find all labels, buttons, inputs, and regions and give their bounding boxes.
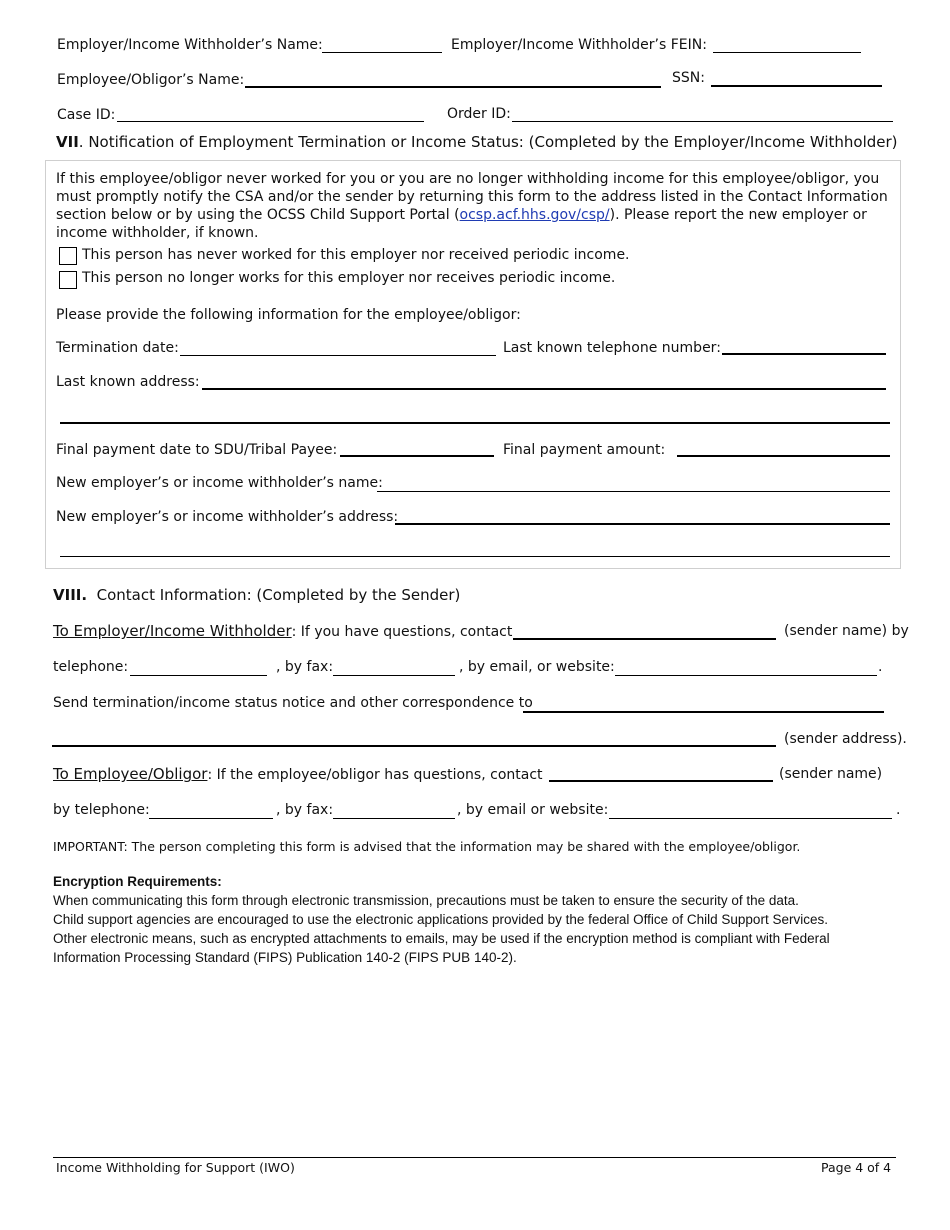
section7-number: VII [56,133,79,151]
to-employee-label: To Employee/Obligor [53,765,208,783]
section7-heading [56,134,898,151]
footer-page-number: Page 4 of 4 [821,1160,892,1175]
send-notice-address-field[interactable] [523,711,884,713]
encryption-line-4: Information Processing Standard (FIPS) Publication 140-2 (FIPS PUB 140-2). [53,950,517,965]
contact-info-ref: Contact Information [747,189,888,205]
by-telephone-label: by telephone: [53,802,150,818]
never-worked-label: This person has never worked for this employer nor received periodic income. [82,247,630,263]
employer-contact-name-field[interactable] [513,638,776,640]
last-address-field-line2[interactable] [60,422,890,424]
employee-name-label: Employee/Obligor’s Name: [57,72,245,88]
instructions-text-2: section below or by using the OCSS Child Support Portal ( [56,207,460,223]
by-email-website-label: , by email, or website: [459,659,615,675]
employee-email-website-field[interactable] [609,818,892,819]
employee-fax-field[interactable] [333,818,455,819]
send-notice-label: Send termination/income status notice and other correspondence to [53,695,533,711]
last-address-label: Last known address: [56,374,200,390]
employer-fein-field[interactable] [713,52,861,53]
employee-name-field[interactable] [245,86,661,88]
employer-fein-label: Employer/Income Withholder’s FEIN: [451,37,707,53]
section7-instructions [56,170,891,242]
case-id-field[interactable] [117,121,424,122]
encryption-section [53,872,913,967]
sender-address-text: (sender address). [784,731,907,747]
telephone-label: telephone: [53,659,129,675]
encryption-heading: Encryption Requirements: [53,874,222,889]
to-employer-line [53,623,512,641]
encryption-line-2: Child support agencies are encouraged to use the electronic applications provided by the federal Office of Child Support Services. [53,912,828,927]
section8-heading [53,587,460,604]
last-phone-field[interactable] [722,353,886,355]
period-1: . [878,659,883,675]
sender-name-text: (sender name) [779,766,883,782]
employer-fax-field[interactable] [333,675,455,676]
important-note: IMPORTANT: The person completing this form is advised that the information may be shared with the employee/obligor. [53,839,801,854]
order-id-label: Order ID: [447,106,511,122]
last-phone-label: Last known telephone number: [503,340,721,356]
encryption-line-1: When communicating this form through electronic transmission, precautions must be taken to ensure the security of the data. [53,893,799,908]
employee-contact-name-field[interactable] [549,780,773,782]
sender-name-by-text: (sender name) by [784,623,909,639]
termination-date-field[interactable] [180,355,496,356]
employer-name-label: Employer/Income Withholder’s Name: [57,37,323,53]
case-id-label: Case ID: [57,107,116,123]
new-employer-name-field[interactable] [377,491,890,492]
final-payment-date-field[interactable] [340,455,494,457]
ssn-label: SSN: [672,70,705,86]
employer-name-field[interactable] [322,52,442,53]
section7-title: . Notification of Employment Termination or Income Status: (Completed by the Employer/Income Withholder) [78,133,898,151]
footer-divider [53,1157,896,1158]
send-notice-address-field-line2[interactable] [52,745,776,747]
by-fax-label: , by fax: [276,659,334,675]
section8-title: Contact Information: (Completed by the Sender) [96,586,461,604]
encryption-line-3: Other electronic means, such as encrypted attachments to emails, may be used if the encryption method is compliant with Federal [53,931,830,946]
to-employee-line [53,766,543,784]
provide-info-text: Please provide the following information for the employee/obligor: [56,307,521,323]
new-employer-address-field[interactable] [395,523,890,525]
section8-number: VIII. [53,586,88,604]
final-payment-amount-field[interactable] [677,455,890,457]
instructions-text-1: If this employee/obligor never worked for you or you are no longer withholding income for this employee/obligor, you must promptly notify the CSA and/or the sender by returning this form to the address listed in the [56,171,880,205]
ssn-field[interactable] [711,85,882,87]
new-employer-address-field-line2[interactable] [60,556,890,557]
to-employee-text: : If the employee/obligor has questions, contact [207,767,543,783]
new-employer-name-label: New employer’s or income withholder’s name: [56,475,383,491]
by-fax2-label: , by fax: [276,802,334,818]
instructions-text-3: ). Please report the new employer or income withholder, if known. [56,207,867,241]
employer-telephone-field[interactable] [130,675,267,676]
footer-form-title: Income Withholding for Support (IWO) [56,1160,295,1175]
last-address-field[interactable] [202,388,886,390]
to-employer-text: : If you have questions, contact [291,624,513,640]
final-payment-date-label: Final payment date to SDU/Tribal Payee: [56,442,338,458]
never-worked-checkbox[interactable] [59,247,77,265]
to-employer-label: To Employer/Income Withholder [53,622,292,640]
order-id-field[interactable] [512,121,893,122]
no-longer-works-label: This person no longer works for this employer nor receives periodic income. [82,270,616,286]
employee-telephone-field[interactable] [149,818,273,819]
termination-date-label: Termination date: [56,340,179,356]
final-payment-amount-label: Final payment amount: [503,442,666,458]
no-longer-works-checkbox[interactable] [59,271,77,289]
portal-link[interactable]: ocsp.acf.hhs.gov/csp/ [459,207,610,223]
employer-email-website-field[interactable] [615,675,877,676]
by-email-or-website-label: , by email or website: [457,802,609,818]
new-employer-address-label: New employer’s or income withholder’s address: [56,509,399,525]
period-2: . [896,802,901,818]
